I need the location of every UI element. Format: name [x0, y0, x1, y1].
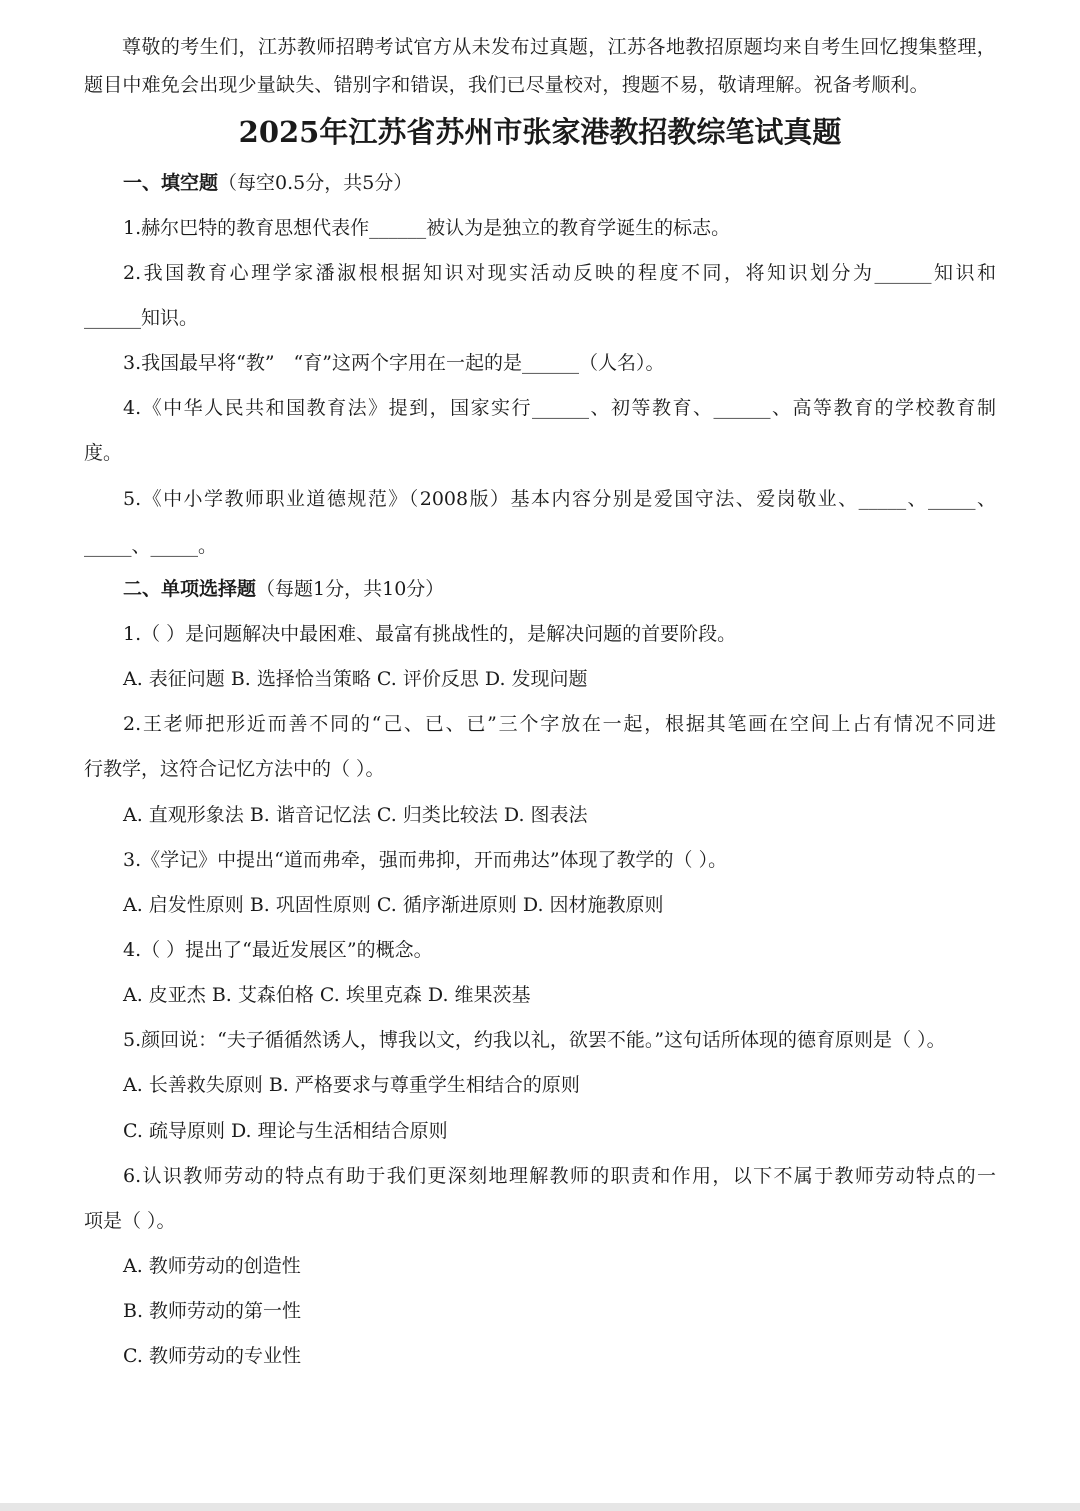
question-text: 5.《中小学教师职业道德规范》（2008版）基本内容分别是爱国守法、爱岗敬业、_____、_____、 — [123, 488, 996, 510]
question-text: 4.（ ）提出了“最近发展区”的概念。 — [123, 939, 433, 961]
question-text-continued: _____、_____。 — [84, 535, 218, 557]
question-text: 1.（ ）是问题解决中最困难、最富有挑战性的，是解决问题的首要阶段。 — [123, 623, 737, 645]
answer-option: C. 教师劳动的专业性 — [123, 1345, 301, 1367]
section-scoring-note: （每题1分，共10分） — [256, 578, 445, 600]
question-text: 3.我国最早将“教” “育”这两个字用在一起的是______（人名）。 — [123, 352, 665, 374]
section-scoring-note: （每空0.5分，共5分） — [218, 172, 413, 194]
question-text-continued: 行教学，这符合记忆方法中的（ ）。 — [84, 758, 385, 780]
question-text: 2.王老师把形近而善不同的“己、已、已”三个字放在一起，根据其笔画在空间上占有情况不同进 — [123, 713, 996, 735]
answer-options: A. 皮亚杰 B. 艾森伯格 C. 埃里克森 D. 维果茨基 — [123, 984, 531, 1006]
answer-options: A. 长善救失原则 B. 严格要求与尊重学生相结合的原则 — [123, 1074, 580, 1096]
answer-option: A. 教师劳动的创造性 — [123, 1255, 301, 1277]
answer-options: A. 表征问题 B. 选择恰当策略 C. 评价反思 D. 发现问题 — [123, 668, 588, 690]
answer-options: C. 疏导原则 D. 理论与生活相结合原则 — [123, 1120, 448, 1142]
page-bottom-edge — [0, 1503, 1080, 1511]
question-text: 6.认识教师劳动的特点有助于我们更深刻地理解教师的职责和作用，以下不属于教师劳动特点的一 — [123, 1165, 996, 1187]
question-text: 3.《学记》中提出“道而弗牵，强而弗抑，开而弗达”体现了教学的（ ）。 — [123, 849, 728, 871]
answer-options: A. 启发性原则 B. 巩固性原则 C. 循序渐进原则 D. 因材施教原则 — [123, 894, 664, 916]
answer-options: A. 直观形象法 B. 谐音记忆法 C. 归类比较法 D. 图表法 — [123, 804, 588, 826]
page-title: 2025年江苏省苏州市张家港教招教综笔试真题 — [238, 115, 842, 149]
disclaimer-notice: 尊敬的考生们，江苏教师招聘考试官方从未发布过真题，江苏各地教招原题均来自考生回忆搜集整理，题目中难免会出现少量缺失、错别字和错误，我们已尽量校对，搜题不易，敬请理解。祝备考顺利。 — [84, 36, 996, 96]
question-text-continued: 项是（ ）。 — [84, 1210, 176, 1232]
section-title: 一、填空题 — [123, 172, 219, 194]
question-text-continued: ______知识。 — [84, 307, 199, 329]
question-text: 2.我国教育心理学家潘淑根根据知识对现实活动反映的程度不同，将知识划分为______知识和 — [123, 262, 996, 284]
question-text: 4.《中华人民共和国教育法》提到，国家实行______、初等教育、______、高等教育的学校教育制 — [123, 397, 996, 419]
question-text: 5.颜回说：“夫子循循然诱人，博我以文，约我以礼，欲罢不能。”这句话所体现的德育原则是（ ）。 — [123, 1029, 946, 1051]
section-title: 二、单项选择题 — [123, 578, 257, 600]
section-heading-single-choice — [123, 574, 996, 604]
question-text: 1.赫尔巴特的教育思想代表作______被认为是独立的教育学诞生的标志。 — [123, 217, 731, 239]
section-heading-fill-blank — [123, 168, 996, 198]
question-text-continued: 度。 — [84, 442, 123, 464]
answer-option: B. 教师劳动的第一性 — [123, 1300, 302, 1322]
